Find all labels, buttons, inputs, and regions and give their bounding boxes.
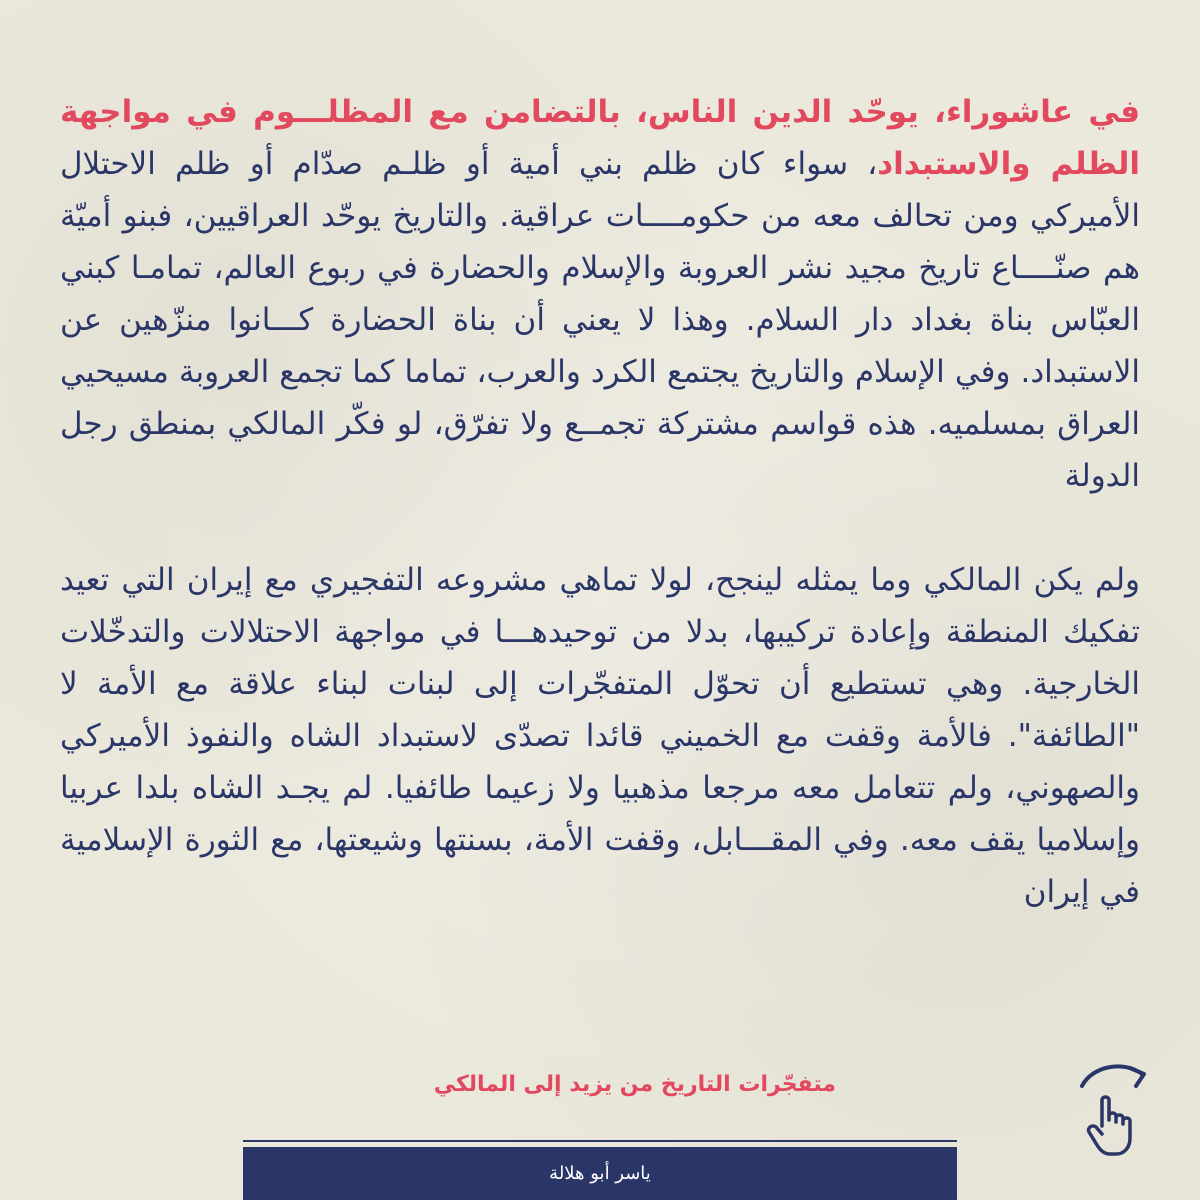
article-body [60, 86, 1140, 918]
divider-line [243, 1140, 957, 1142]
paragraph-2-text: ولم يكن المالكي وما يمثله لينجح، لولا تماهي مشروعه التفجيري مع إيران التي تعيد تفكيك المنطقة وإعادة تركيبها، بدلا من توحيدهـــا في مواجهة الاحتلالات والتدخّلات الخارجية. وهي تستطيع أن تحوّل المتفجّرات إلى لبنات لبناء علاقة مع الأمة لا "الطائفة". فالأمة وقفت مع الخميني قائدا تصدّى لاستبداد الشاه والنفوذ الأميركي والصهوني، ولم تتعامل معه مرجعا مذهبيا ولا زعيما طائفيا. لم يجـد الشاه بلدا عربيا وإسلاميا يقف معه. وفي المقـــابل، وقفت الأمة، بسنتها وشيعتها، مع الثورة الإسلامية في إيران [60, 562, 1140, 910]
paragraph-1-text: ، سواء كان ظلم بني أمية أو ظلـم صدّام أو ظلم الاحتلال الأميركي ومن تحالف معه من حكومــــات عراقية. والتاريخ يوحّد العراقيين، فبنو أميّة هم صنّــــاع تاريخ مجيد نشر العروبة والإسلام والحضارة في ربوع العالم، تمامـا كبني العبّاس بناة بغداد دار السلام. وهذا لا يعني أن بناة الحضارة كـــانوا منزّهين عن الاستبداد. وفي الإسلام والتاريخ يجتمع الكرد والعرب، تماما كما تجمع العروبة مسيحيي العراق بمسلميه. هذه قواسم مشتركة تجمــع ولا تفرّق، لو فكّر المالكي بمنطق رجل الدولة [60, 146, 1140, 494]
paragraph-2 [60, 554, 1140, 918]
article-title: متفجّرات التاريخ من يزيد إلى المالكي [433, 1072, 836, 1097]
author-bar [243, 1147, 957, 1200]
hand-pointer-arrow-icon[interactable] [1078, 1060, 1156, 1158]
highlighted-lead: في عاشوراء، يوحّد الدين الناس، بالتضامن مع المظلـــوم في مواجهة الظلم والاستبداد [60, 94, 1141, 182]
author-name: ياسر أبو هلالة [549, 1163, 651, 1184]
paragraph-1 [60, 86, 1140, 502]
